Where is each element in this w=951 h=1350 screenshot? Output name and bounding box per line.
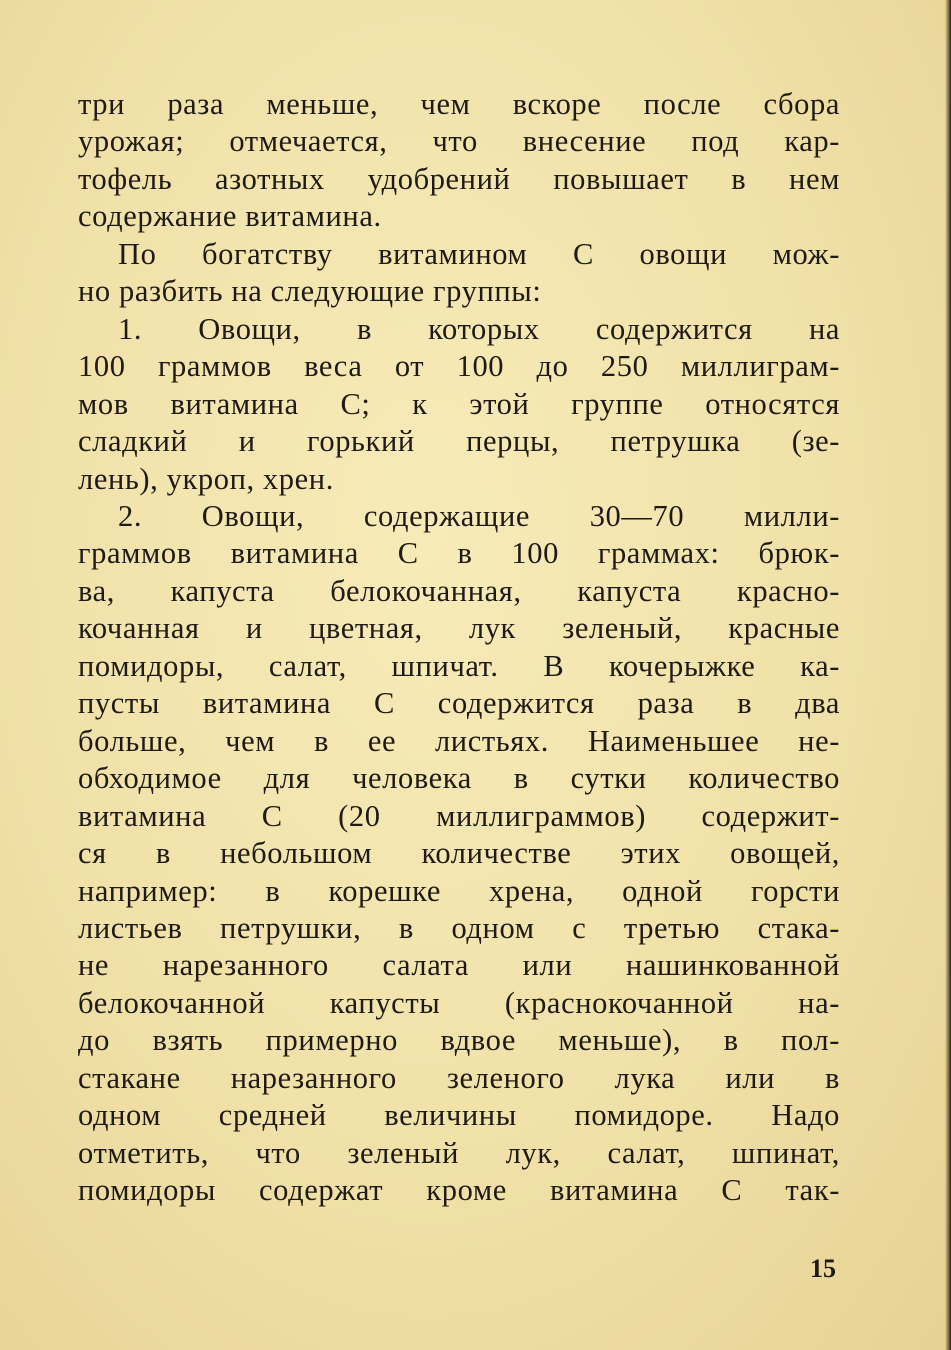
text-line: белокочанной капусты (краснокочанной на- (78, 985, 840, 1020)
text-line: листьев петрушки, в одном с третью стака- (78, 910, 840, 945)
text-line: помидоры, салат, шпичат. В кочерыжке ка- (78, 648, 840, 683)
text-line: граммов витамина С в 100 граммах: брюк- (78, 536, 840, 571)
text-line: больше, чем в ее листьях. Наименьшее не- (78, 723, 840, 758)
text-line: По богатству витамином С овощи мож- (118, 236, 840, 271)
text-line: витамина С (20 миллиграммов) содержит- (78, 798, 840, 833)
text-line: тофель азотных удобрений повышает в нем (78, 161, 840, 196)
text-line: 1. Овощи, в которых содержится на (118, 311, 840, 346)
text-line: 2. Овощи, содержащие 30—70 милли- (118, 498, 840, 533)
text-line: пусты витамина С содержится раза в два (78, 686, 840, 721)
text-line: три раза меньше, чем вскоре после сбора (78, 87, 840, 121)
text-line: лень), укроп, хрен. (78, 461, 334, 496)
text-line: ва, капуста белокочанная, капуста красно- (78, 573, 840, 608)
text-line: например: в корешке хрена, одной горсти (78, 873, 840, 908)
text-line: кочанная и цветная, лук зеленый, красные (78, 611, 840, 646)
text-line: содержание витамина. (78, 199, 382, 234)
text-line: помидоры содержат кроме витамина С так- (78, 1173, 840, 1208)
text-line: ся в небольшом количестве этих овощей, (78, 836, 840, 871)
text-line: не нарезанного салата или нашинкованной (78, 948, 840, 983)
text-line: стакане нарезанного зеленого лука или в (78, 1060, 840, 1095)
page-edge-shadow (945, 0, 951, 1350)
page-number: 15 (810, 1254, 836, 1283)
text-line: мов витамина С; к этой группе относятся (78, 386, 840, 421)
text-line: сладкий и горький перцы, петрушка (зе- (78, 424, 840, 459)
text-line: обходимое для человека в сутки количество (78, 761, 840, 796)
text-line: урожая; отмечается, что внесение под кар- (78, 124, 840, 159)
text-line: отметить, что зеленый лук, салат, шпинат, (78, 1135, 840, 1170)
text-line: одном средней величины помидоре. Надо (78, 1098, 840, 1133)
body-text (78, 86, 840, 1210)
text-line: но разбить на следующие группы: (78, 274, 542, 309)
text-line: до взять примерно вдвое меньше), в пол- (78, 1023, 840, 1058)
text-line: 100 граммов веса от 100 до 250 миллиграм- (78, 349, 840, 384)
